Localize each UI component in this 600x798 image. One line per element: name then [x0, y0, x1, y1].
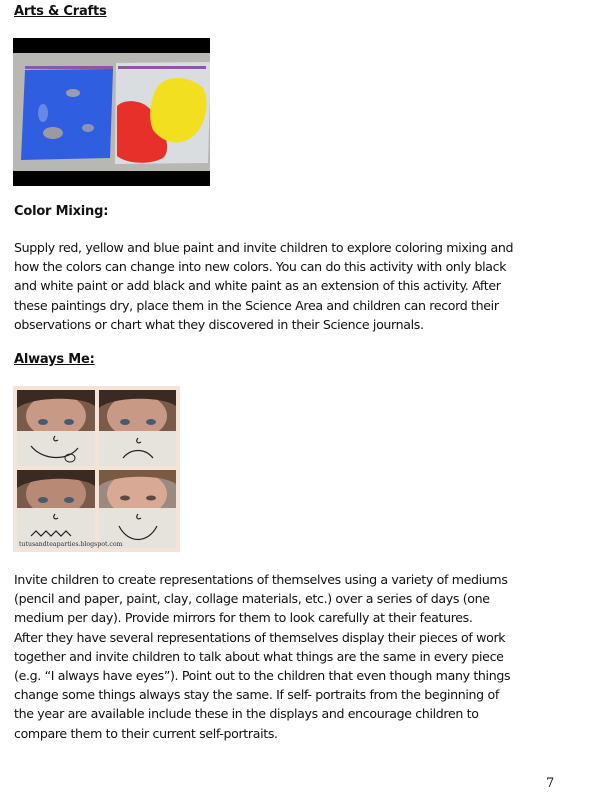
text-line: and white paint or add black and white paint as an extension of this activity. After	[14, 278, 501, 294]
paint-bags-photo	[13, 38, 210, 186]
red-yellow-paint-bag	[115, 62, 210, 164]
text-line: observations or chart what they discovered in their Science journals.	[14, 316, 424, 332]
page-number: 7	[546, 776, 555, 791]
section-title: Arts & Crafts	[14, 4, 107, 19]
text-line: Supply red, yellow and blue paint and invite children to explore coloring mixing and	[14, 240, 514, 255]
photo-watermark: tutusandteaparties.blogspot.com	[19, 541, 123, 548]
text-line: After they have several representations of themselves display their pieces of work	[14, 629, 506, 645]
color-mixing-paragraph	[14, 238, 590, 334]
text-line: the year are available include these in the displays and encourage children to	[14, 706, 479, 722]
faces-collage-photo	[13, 386, 180, 552]
text-line: these paintings dry, place them in the Science Area and children can record their	[14, 297, 499, 313]
text-line: medium per day). Provide mirrors for them to look carefully at their features.	[14, 610, 473, 626]
text-line: change some things always stay the same. If self- portraits from the beginning of	[14, 687, 499, 703]
always-me-paragraph	[14, 570, 590, 743]
text-line: Invite children to create representations of themselves using a variety of mediums	[14, 572, 508, 587]
color-mixing-heading: Color Mixing:	[14, 204, 109, 219]
always-me-heading: Always Me:	[14, 352, 95, 367]
face-tile-happy	[99, 470, 176, 548]
face-tile-silly	[17, 390, 95, 466]
text-line: (pencil and paper, paint, clay, collage materials, etc.) over a series of days (one	[14, 591, 490, 607]
text-line: how the colors can change into new colors. You can do this activity with only black	[14, 259, 507, 275]
text-line: together and invite children to talk about what things are the same in every piece	[14, 648, 504, 664]
face-tile-sad	[99, 390, 176, 466]
face-tile-grimace	[17, 470, 95, 548]
text-line: (e.g. “I always have eyes”). Point out to the children that even though many things	[14, 668, 511, 684]
blue-paint-bag	[21, 66, 113, 160]
text-line: compare them to their current self-portraits.	[14, 725, 278, 741]
